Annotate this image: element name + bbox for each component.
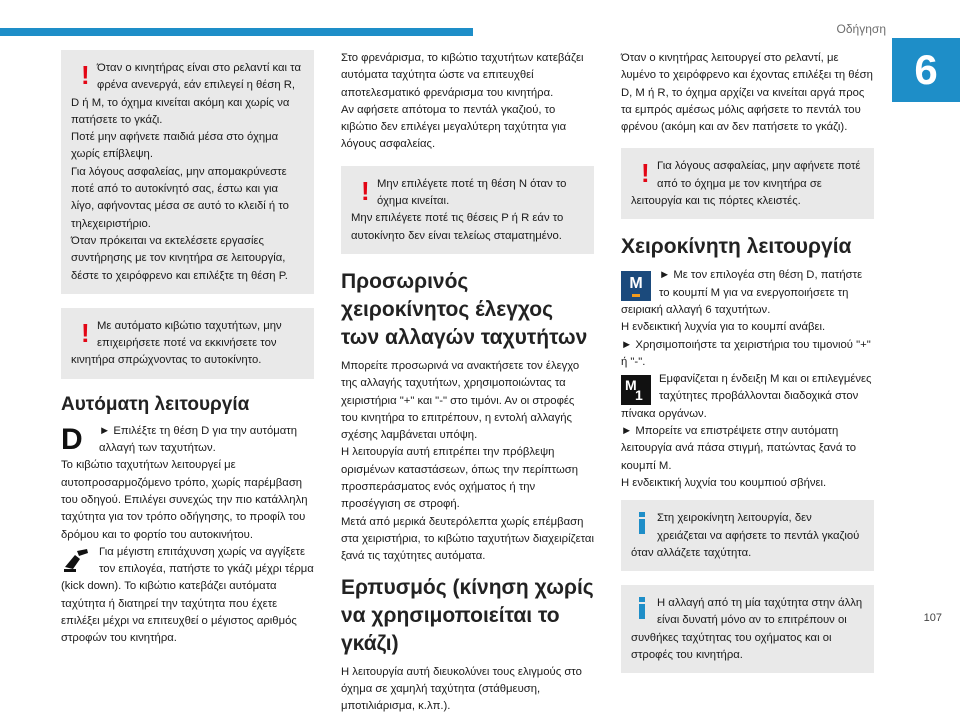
- display-gear-number: 1: [635, 387, 643, 404]
- warning-text: Όταν ο κινητήρας είναι στο ρελαντί και τα φρένα ανενεργά, εάν επιλεγεί η θέση R, D ή M, το όχημα κινείται ακόμη και χωρίς να πατήσετε το γκάζι.: [71, 62, 301, 126]
- info-box: [621, 500, 874, 571]
- body-text: Στο φρενάρισμα, το κιβώτιο ταχυτήτων κατεβάζει αυτόματα ταχύτητα ώστε να επιτευχθεί αποτελεσματικό φρενάρισμα του κινητήρα.: [341, 52, 584, 99]
- display-mode-letter: M: [625, 377, 637, 394]
- warning-text: Με αυτόματο κιβώτιο ταχυτήτων, μην επιχειρήσετε ποτέ να εκκινήσετε τον κινητήρα σπρώχνοντας το αυτοκίνητο.: [71, 319, 282, 367]
- warning-box: [341, 166, 594, 254]
- warning-text: Για λόγους ασφαλείας, μην αφήνετε ποτέ από το όχημα με τον κινητήρα σε λειτουργία και τις πόρτες κλειστές.: [631, 160, 861, 208]
- warning-box: [61, 50, 314, 294]
- body-text: Για μέγιστη επιτάχυνση χωρίς να αγγίξετε τον επιλογέα, πατήστε το γκάζι μέχρι τέρμα (kick down). Το κιβώτιο κατεβάζει αυτόματα ταχύτητα ή διατηρεί την ταχύτητα που έχετε επιλέξει μέχρι να επιτευχθεί ο μέγιστος αριθμός στροφών του κινητήρα.: [61, 545, 314, 645]
- page-number: 107: [923, 612, 942, 624]
- warning-icon: !: [81, 60, 90, 90]
- column-right: [621, 50, 874, 687]
- body-text: Η λειτουργία αυτή επιτρέπει την πρόβλεψη ορισμένων καταστάσεων, όπως την περίπτωση προσπεράσματος ενός οχήματος ή την προσέγγιση σε στροφή.: [341, 446, 579, 511]
- warning-text: Ποτέ μην αφήνετε παιδιά μέσα στο όχημα χωρίς επίβλεψη.: [71, 131, 279, 161]
- warning-icon: !: [361, 175, 370, 206]
- warning-icon: !: [641, 158, 650, 189]
- warning-text: Μην επιλέγετε ποτέ τη θέση N όταν το όχημα κινείται.: [377, 177, 567, 208]
- instruction-step: ► Επιλέξτε τη θέση D για την αυτόματη αλλαγή των ταχυτήτων.: [99, 424, 298, 455]
- gear-display-icon: [621, 375, 651, 405]
- kickdown-foot-icon: [61, 545, 91, 575]
- chapter-tab: 6: [892, 38, 960, 102]
- heading-temporary-manual: Προσωρινός χειροκίνητος έλεγχος των αλλαγών ταχυτήτων: [341, 269, 588, 349]
- column-left: [61, 50, 314, 648]
- page-header: [0, 0, 960, 40]
- info-icon: [631, 595, 657, 627]
- heading-manual-mode: Χειροκίνητη λειτουργία: [621, 235, 852, 259]
- header-accent-line: [0, 28, 473, 36]
- info-icon: [631, 510, 657, 542]
- warning-box: [621, 148, 874, 219]
- info-text: Στη χειροκίνητη λειτουργία, δεν χρειάζεται να αφήσετε το πεντάλ γκαζιού όταν αλλάζετε ταχύτητα.: [631, 512, 860, 559]
- instruction-step: ► Χρησιμοποιήστε τα χειριστήρια του τιμονιού "+" ή "-".: [621, 338, 871, 368]
- body-text: Το κιβώτιο ταχυτήτων λειτουργεί με αυτοπροσαρμοζόμενο τρόπο, χωρίς παρέμβαση του οδηγού. Επιλέγει συνεχώς την πιο κατάλληλη ταχύτητα για τον τρόπο οδήγησης, το προφίλ του δρόμου και το φορτίο του αυτοκινήτου.: [61, 459, 308, 541]
- section-title: Οδήγηση: [836, 22, 886, 36]
- body-text: Μετά από μερικά δευτερόλεπτα χωρίς επέμβαση στα χειριστήρια, το κιβώτιο ταχυτήτων διαχειρίζεται ξανά τις ταχύτητες αυτόματα.: [341, 515, 594, 563]
- body-text: Εμφανίζεται η ένδειξη M και οι επιλεγμένες ταχύτητες προβάλλονται διαδοχικά στον πίνακα οργάνων.: [621, 373, 872, 420]
- gear-d-icon: D: [61, 422, 83, 456]
- body-text: Μπορείτε προσωρινά να ανακτήσετε τον έλεγχο της αλλαγής ταχυτήτων, χρησιμοποιώντας τα χειριστήρια "+" και "-" στο τιμόνι. Αν οι στροφές του κινητήρα το επιτρέπουν, η εντολή αλλαγής σχέσης λαμβάνεται υπόψη.: [341, 359, 580, 442]
- info-box: [621, 585, 874, 673]
- body-text: Όταν ο κινητήρας λειτουργεί στο ρελαντί, με λυμένο το χειρόφρενο και έχοντας επιλέξει τη θέση D, M ή R, το όχημα αρχίζει να κινείται αργά προς τα εμπρός αμέσως μόλις αφήσετε το πεντάλ του φρένου (ακόμη και αν δεν πατήσετε το γκάζι).: [621, 52, 873, 134]
- body-text: Η λειτουργία αυτή διευκολύνει τους ελιγμούς στο όχημα σε χαμηλή ταχύτητα (στάθμευση, μποτιλιάρισμα, κ.λπ.).: [341, 665, 582, 713]
- warning-text: Όταν πρόκειται να εκτελέσετε εργασίες συντήρησης με τον κινητήρα σε λειτουργία, δέστε το χειρόφρενο και επιλέξτε τη θέση P.: [71, 234, 288, 282]
- heading-automatic-mode: Αυτόματη λειτουργία: [61, 393, 250, 415]
- m-button-label: M: [629, 275, 643, 293]
- body-text: Η ενδεικτική λυχνία για το κουμπί ανάβει.: [621, 321, 826, 334]
- warning-icon: !: [81, 317, 90, 348]
- body-text: Η ενδεικτική λυχνία του κουμπιού σβήνει.: [621, 476, 827, 489]
- heading-creep: Ερπυσμός (κίνηση χωρίς να χρησιμοποιείται το γκάζι): [341, 575, 594, 655]
- info-text: Η αλλαγή από τη μία ταχύτητα στην άλλη είναι δυνατή μόνο αν το επιτρέπουν οι συνθήκες ταχύτητας του οχήματος και οι στροφές του κινητήρα.: [631, 597, 863, 662]
- warning-text: Για λόγους ασφαλείας, μην απομακρύνεστε ποτέ από το αυτοκίνητό σας, έστω και για λίγο, αφήνοντας μέσα σε αυτό το κλειδί ή το τηλεχειριστήριο.: [71, 165, 289, 230]
- warning-text: Μην επιλέγετε ποτέ τις θέσεις P ή R εάν το αυτοκίνητο δεν είναι τελείως σταματημένο.: [351, 212, 564, 242]
- warning-box: [61, 308, 314, 379]
- body-text: Αν αφήσετε απότομα το πεντάλ γκαζιού, το κιβώτιο δεν επιλέγει μεγαλύτερη ταχύτητα για λόγους ασφαλείας.: [341, 103, 567, 151]
- instruction-step: ► Μπορείτε να επιστρέψετε στην αυτόματη λειτουργία ανά πάσα στιγμή, πατώντας ξανά το κουμπί M.: [621, 425, 857, 472]
- instruction-step: ► Με τον επιλογέα στη θέση D, πατήστε το κουμπί M για να ενεργοποιήσετε τη σειριακή αλλαγή 6 ταχυτήτων.: [621, 269, 863, 316]
- column-middle: [341, 50, 594, 715]
- m-button-icon: [621, 271, 651, 301]
